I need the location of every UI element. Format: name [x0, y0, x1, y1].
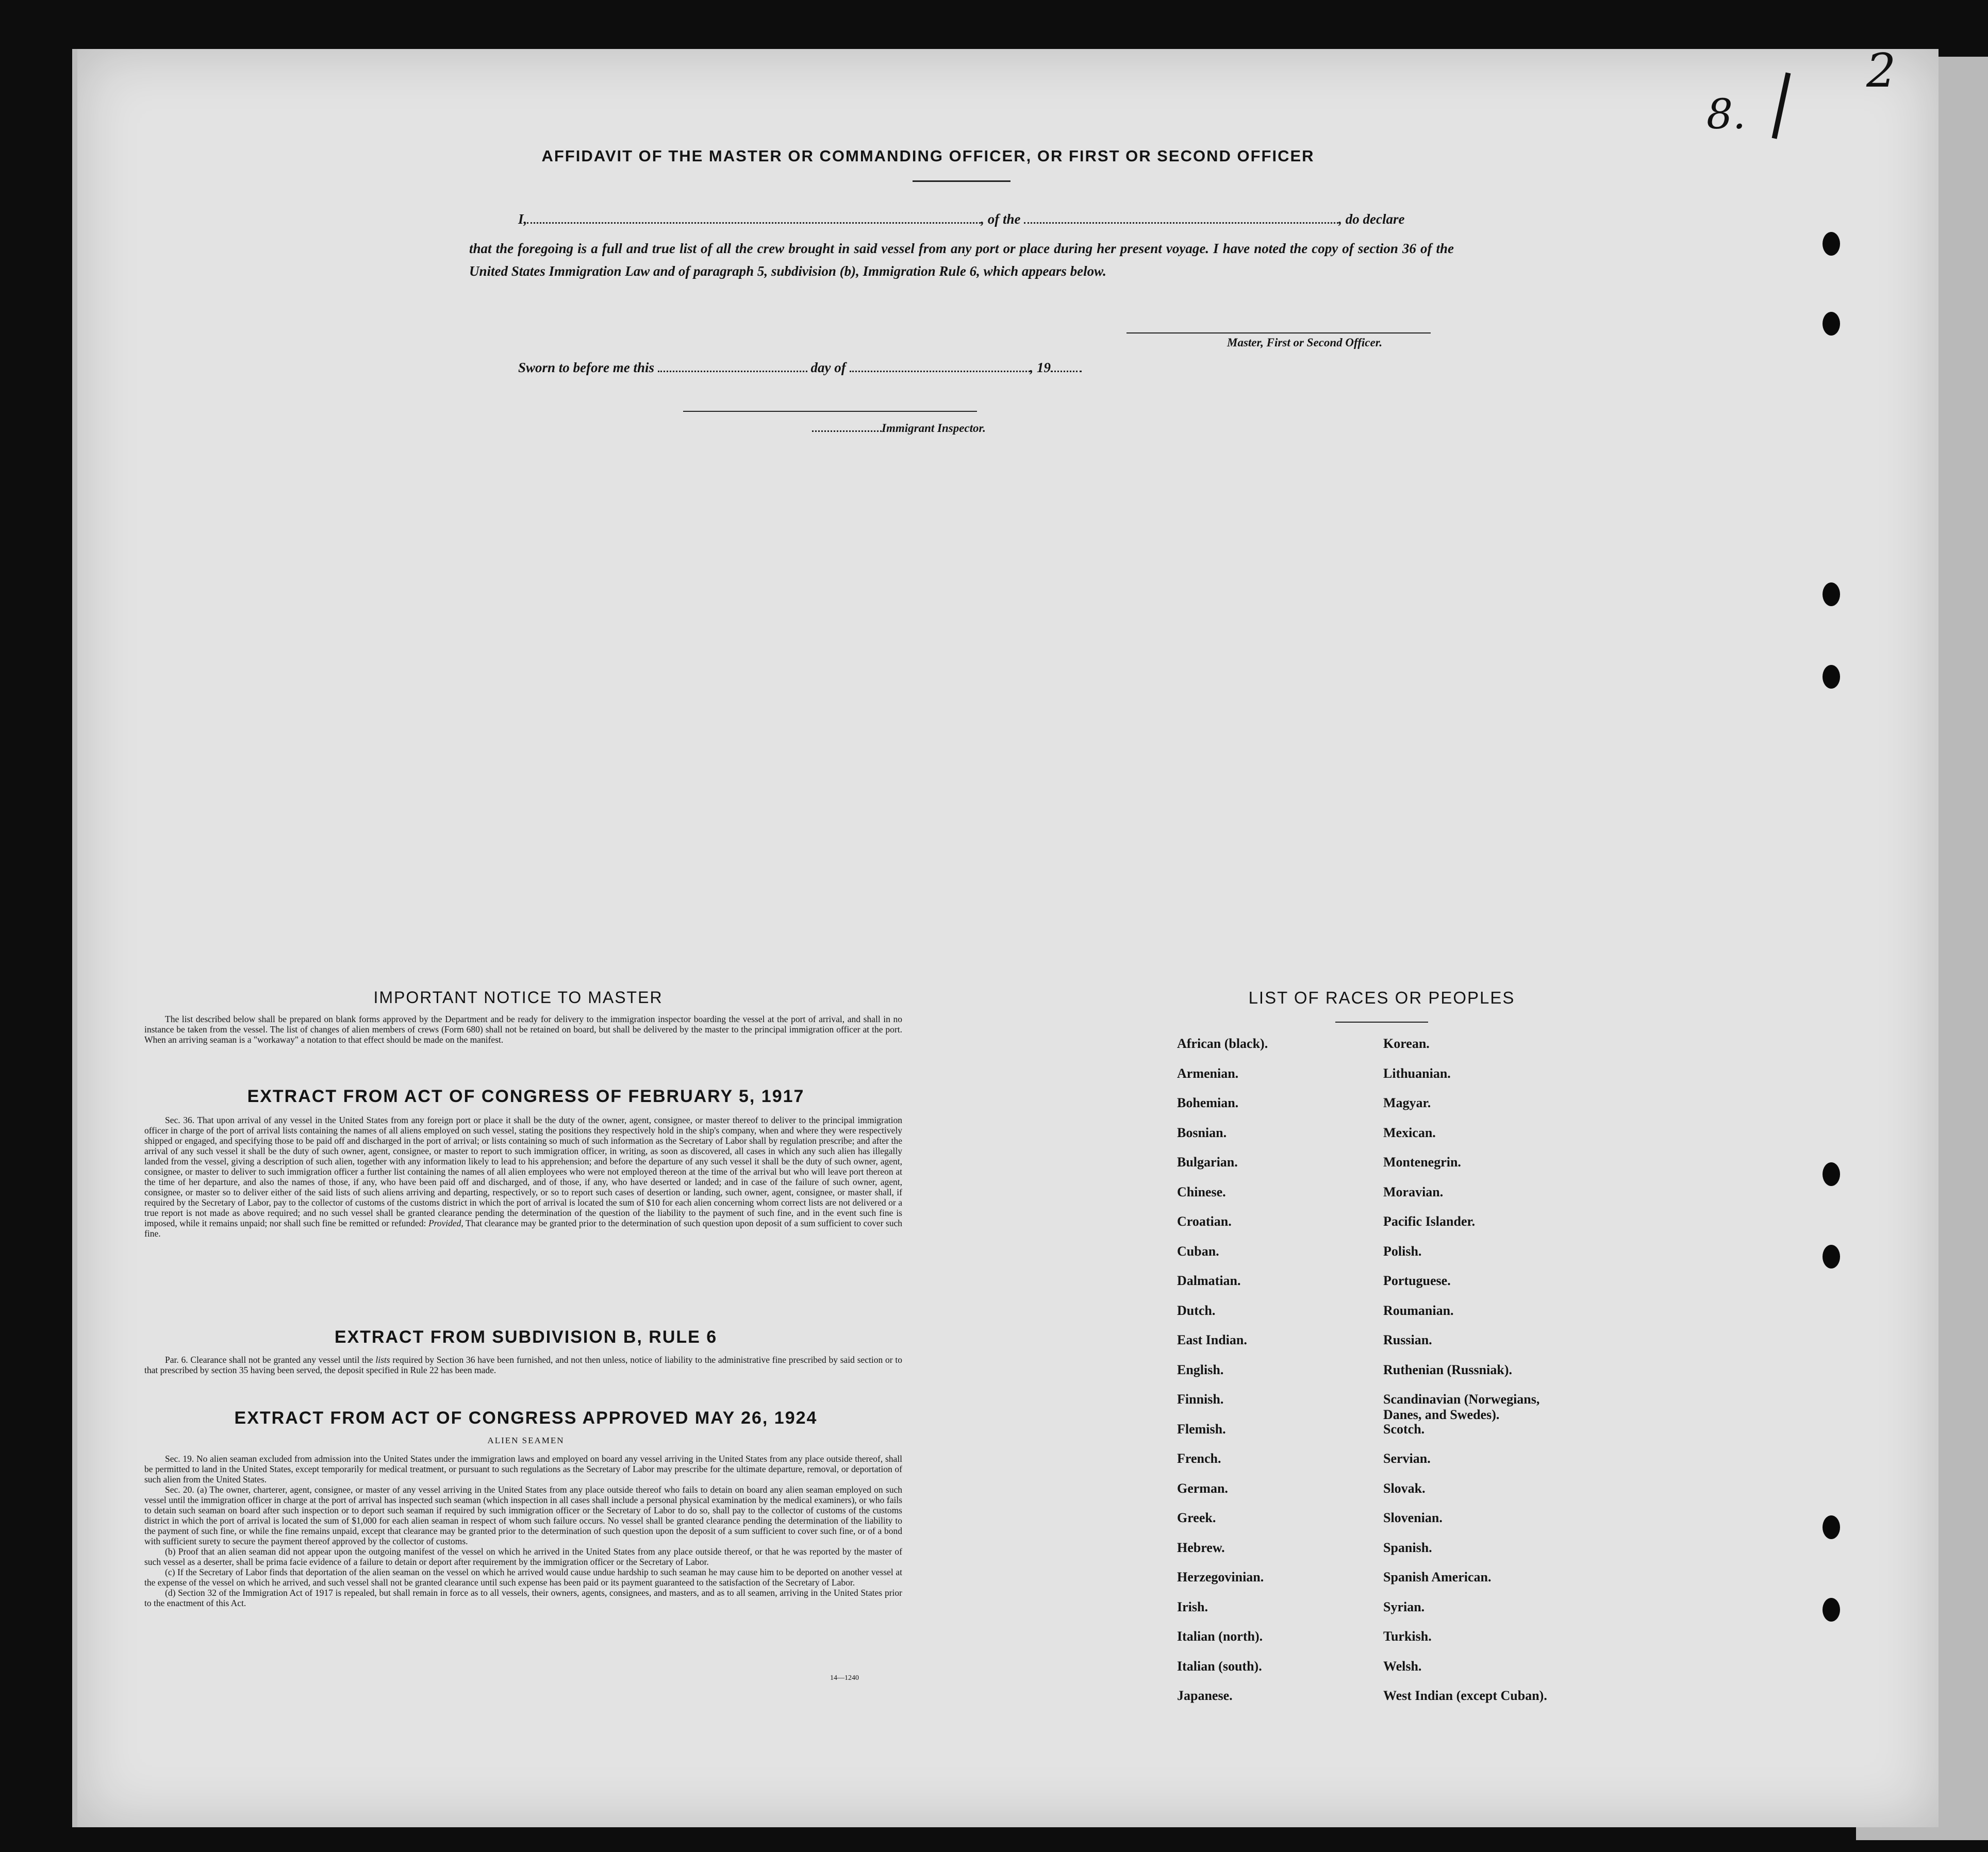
extract-1924-section: [144, 1454, 902, 1608]
sec36-start: Sec. 36. That upon arrival of any vessel in the United States from any foreign port or place it shall be the duty of the owner, agent, consignee, or master thereof to deliver to the principal immigration officer in charge of the port of arrival lists containing the names of all aliens employed on such vessel, stating the positions they respectively hold in the ship's company, when and where they were respectively shipped or engaged, and specifying those to be paid off and discharged in the port of arrival; or lists containing so much of such information as the Secretary of Labor shall by regulation prescribe; and after the arrival of any such vessel it shall be the duty of such owner, agent, consignee, or master to report to such immigration officer, in writing, as soon as discovered, all cases in which any such alien has illegally landed from the vessel, giving a description of such alien, together with any information likely to lead to his apprehension; and before the departure of any such vessel it shall be the duty of such owner, agent, consignee, or master to deliver to such immigration officer a further list containing the names of all alien employees who were not employed thereon at the time of the arrival but who will leave port thereon at the time of her departure, and also the names of those, if any, who have been paid off and discharged, and of those, if any, who have deserted or landed; and in case of the failure of such owner, agent, consignee, or master so to deliver either of the said lists of such aliens arriving and departing, respectively, or so to report such cases of desertion or landing, such owner, agent, consignee, or master shall, if required by the Secretary of Labor, pay to the collector of customs of the customs district in which the port of arrival is located the sum of $10 for each alien concerning whom correct lists are not delivered or a true report is not made as above required; and no such vessel shall be granted clearance pending the determination of the question of the liability to the payment of such fine, and in the event such fine is imposed, while it remains unpaid; nor shall such fine be remitted or refunded:: [144, 1115, 902, 1228]
race-item: Russian.: [1383, 1332, 1432, 1347]
race-item: Scotch.: [1383, 1421, 1425, 1437]
races-right-column: [1383, 1036, 1579, 1718]
race-item: Spanish.: [1383, 1540, 1432, 1555]
race-item: Cuban.: [1177, 1243, 1219, 1259]
affidavit-declare: , do declare: [1338, 211, 1405, 227]
extract-1917-title: EXTRACT FROM ACT OF CONGRESS OF FEBRUARY 5, 1917: [247, 1087, 805, 1106]
extract-rule6-body: [144, 1355, 902, 1375]
race-item: Ruthenian (Russniak).: [1383, 1362, 1512, 1377]
day-field: [658, 371, 807, 372]
form-number: 14—1240: [830, 1674, 859, 1682]
sworn-text: Sworn to before me this: [518, 360, 655, 375]
sec36-end: That clearance may be granted prior to the determination of such question upon deposit of a sum sufficient to cover such fine.: [144, 1218, 903, 1239]
inspector-text: Immigrant Inspector.: [882, 422, 986, 435]
vessel-field: [1024, 222, 1338, 224]
race-item: East Indian.: [1177, 1332, 1247, 1347]
race-item: French.: [1177, 1451, 1221, 1466]
race-item: Servian.: [1383, 1451, 1431, 1466]
race-item: English.: [1177, 1362, 1224, 1377]
race-item: Herzegovinian.: [1177, 1570, 1264, 1584]
race-item: Portuguese.: [1383, 1273, 1451, 1288]
race-item: Scandinavian (Norwegians, Danes, and Swedes).: [1383, 1392, 1540, 1422]
race-item: Chinese.: [1177, 1184, 1226, 1199]
race-item: Bohemian.: [1177, 1095, 1239, 1110]
affidavit-line-1: [518, 211, 1441, 227]
race-item: Lithuanian.: [1383, 1065, 1451, 1081]
affidavit-of-the: , of the: [981, 211, 1021, 227]
affidavit-body: that the foregoing is a full and true list of all the crew brought in said vessel from any port or place during her present voyage. I have noted the copy of section 36 of the United States Immigration Law and of paragraph 5, subdivision (b), Immigration Rule 6, which appears below.: [469, 241, 1454, 279]
race-item: Welsh.: [1383, 1658, 1422, 1674]
sec20c-paragraph: (c) If the Secretary of Labor finds that deportation of the alien seaman on the vessel on which he arrived would cause undue hardship to such seaman he may cause him to be deported on another vessel at the expense of the vessel on which he arrived, and such vessel shall not be granted clearance until such expense has been paid or its payment guaranteed to the satisfaction of the Secretary of Labor.: [144, 1567, 902, 1588]
handwritten-mark: 8.: [1707, 90, 1746, 138]
binder-hole: [1823, 312, 1840, 336]
handwritten-digit: 2: [1866, 44, 1896, 98]
sworn-line: [518, 360, 1082, 376]
race-item: Roumanian.: [1383, 1303, 1454, 1318]
year-text: , 19: [1030, 360, 1051, 375]
race-item: Dutch.: [1177, 1303, 1216, 1318]
notice-title: IMPORTANT NOTICE TO MASTER: [373, 988, 663, 1007]
race-item: Irish.: [1177, 1599, 1208, 1614]
race-item: Croatian.: [1177, 1214, 1232, 1229]
day-of-text: day of: [810, 360, 846, 375]
sec20b-paragraph: (b) Proof that an alien seaman did not appear upon the outgoing manifest of the vessel on which he arrived in the United States from any place outside thereof, or that he was reported by the master of such vessel as a deserter, shall be prima facie evidence of a failure to detain or deport after requirement by the immigration officer or the Secretary of Labor.: [144, 1546, 902, 1567]
race-item: Flemish.: [1177, 1421, 1226, 1437]
races-left-column: [1177, 1036, 1363, 1718]
race-item: African (black).: [1177, 1036, 1268, 1051]
notice-section: [144, 1014, 902, 1045]
rule6-lists: lists: [375, 1355, 390, 1365]
race-item: Greek.: [1177, 1510, 1216, 1525]
inspector-label: [812, 422, 986, 435]
binder-hole: [1823, 1245, 1840, 1269]
race-item: Korean.: [1383, 1036, 1430, 1051]
sec19-paragraph: Sec. 19. No alien seaman excluded from admission into the United States under the immigration laws and employed on board any vessel arriving in the United States from any place outside thereof, shall be permitted to land in the United States, except temporarily for medical treatment, or pursuant to such regulations as the Secretary of Labor may prescribe for the ultimate departure, removal, or deportation of such alien from the United States.: [144, 1454, 902, 1484]
sec36-proviso: Provided,: [428, 1218, 463, 1228]
race-item: Bulgarian.: [1177, 1155, 1238, 1170]
race-item: Finnish.: [1177, 1392, 1224, 1407]
notice-body: The list described below shall be prepared on blank forms approved by the Department and be ready for delivery to the immigration inspector boarding the vessel at the port of arrival, and shall in no instance be taken from the vessel. The list of changes of alien members of crews (Form 680) shall not be retained on board, but shall be delivered by the master to the principal immigration officer at the port. When an arriving seaman is a "workaway" a notation to that effect should be made on the manifest.: [144, 1014, 902, 1045]
binder-hole: [1823, 1598, 1840, 1622]
race-item: Polish.: [1383, 1243, 1422, 1259]
race-item: Dalmatian.: [1177, 1273, 1241, 1288]
races-rule: [1335, 1022, 1428, 1023]
race-item: Magyar.: [1383, 1095, 1431, 1110]
signature-label: Master, First or Second Officer.: [1227, 336, 1383, 349]
inspector-field: [812, 430, 882, 432]
extract-1924-title: EXTRACT FROM ACT OF CONGRESS APPROVED MAY 26, 1924: [234, 1408, 818, 1428]
month-field: [850, 371, 1030, 372]
race-item: Slovak.: [1383, 1480, 1426, 1496]
race-item: German.: [1177, 1480, 1228, 1496]
race-item: Syrian.: [1383, 1599, 1425, 1614]
race-item: Italian (north).: [1177, 1629, 1263, 1644]
binder-hole: [1823, 1515, 1840, 1539]
race-item: Japanese.: [1177, 1688, 1233, 1703]
race-item: Pacific Islander.: [1383, 1214, 1476, 1229]
sec20a-paragraph: Sec. 20. (a) The owner, charterer, agent, consignee, or master of any vessel arriving in the United States from any place outside thereof who fails to detain on board any alien seaman employed on such vessel until the immigration officer in charge at the port of arrival has inspected such seaman (which inspection in all cases shall include a personal physical examination by the medical examiners), or who fails to detain such seaman on board after such inspection or to deport such seaman if required by such immigration officer or the Secretary of Labor to do so, shall pay to the collector of customs of the customs district in which the port of arrival is located the sum of $1,000 for each alien seaman in respect of whom such failure occurs. No vessel shall be granted clearance pending the determination of the liability to the payment of such fine, or while the fine remains unpaid, except that clearance may be granted prior to the determination of such question upon the deposit of a sum sufficient to cover such fine, or of a bond with sufficient surety to secure the payment thereof approved by the collector of customs.: [144, 1484, 902, 1546]
race-item: Mexican.: [1383, 1125, 1436, 1140]
races-title: LIST OF RACES OR PEOPLES: [1248, 988, 1515, 1007]
rule6-a: Par. 6. Clearance shall not be granted any vessel until the: [165, 1355, 373, 1365]
title-rule: [913, 180, 1010, 182]
race-item: Bosnian.: [1177, 1125, 1227, 1140]
rule6-b: required by Section 36 have been furnished, and not then unless, notice of liability to the administrative fine prescribed by said section or to that prescribed by section 35 having been served, the deposit specified in Rule 22 has been made.: [144, 1355, 903, 1375]
sec20d-paragraph: (d) Section 32 of the Immigration Act of 1917 is repealed, but shall remain in force as to all vessels, their owners, agents, consignees, and masters, and as to all seamen, arriving in the United States prior to the enactment of this Act.: [144, 1588, 902, 1608]
extract-rule6-title: EXTRACT FROM SUBDIVISION B, RULE 6: [334, 1327, 718, 1347]
binder-hole: [1823, 1162, 1840, 1186]
year-field: [1051, 371, 1082, 372]
signature-line: [1126, 332, 1431, 333]
affidavit-i: I,: [518, 211, 527, 227]
race-item: Hebrew.: [1177, 1540, 1225, 1555]
extract-1924-subtitle: ALIEN SEAMEN: [487, 1436, 565, 1445]
inspector-line: [683, 411, 977, 412]
binder-hole: [1823, 582, 1840, 606]
race-item: Moravian.: [1383, 1184, 1444, 1199]
race-item: Armenian.: [1177, 1065, 1239, 1081]
race-item: Slovenian.: [1383, 1510, 1443, 1525]
binder-hole: [1823, 665, 1840, 689]
extract-rule6-section: [144, 1355, 902, 1375]
name-field: [527, 222, 981, 224]
binder-hole: [1823, 232, 1840, 256]
race-item: Spanish American.: [1383, 1570, 1492, 1584]
race-item: Montenegrin.: [1383, 1155, 1461, 1170]
race-item: Italian (south).: [1177, 1658, 1262, 1674]
race-item: West Indian (except Cuban).: [1383, 1688, 1547, 1703]
affidavit-title: AFFIDAVIT OF THE MASTER OR COMMANDING OFFICER, OR FIRST OR SECOND OFFICER: [541, 147, 1315, 165]
extract-1917-body: [144, 1115, 902, 1239]
extract-1917-section: [144, 1115, 902, 1239]
race-item: Turkish.: [1383, 1629, 1432, 1644]
